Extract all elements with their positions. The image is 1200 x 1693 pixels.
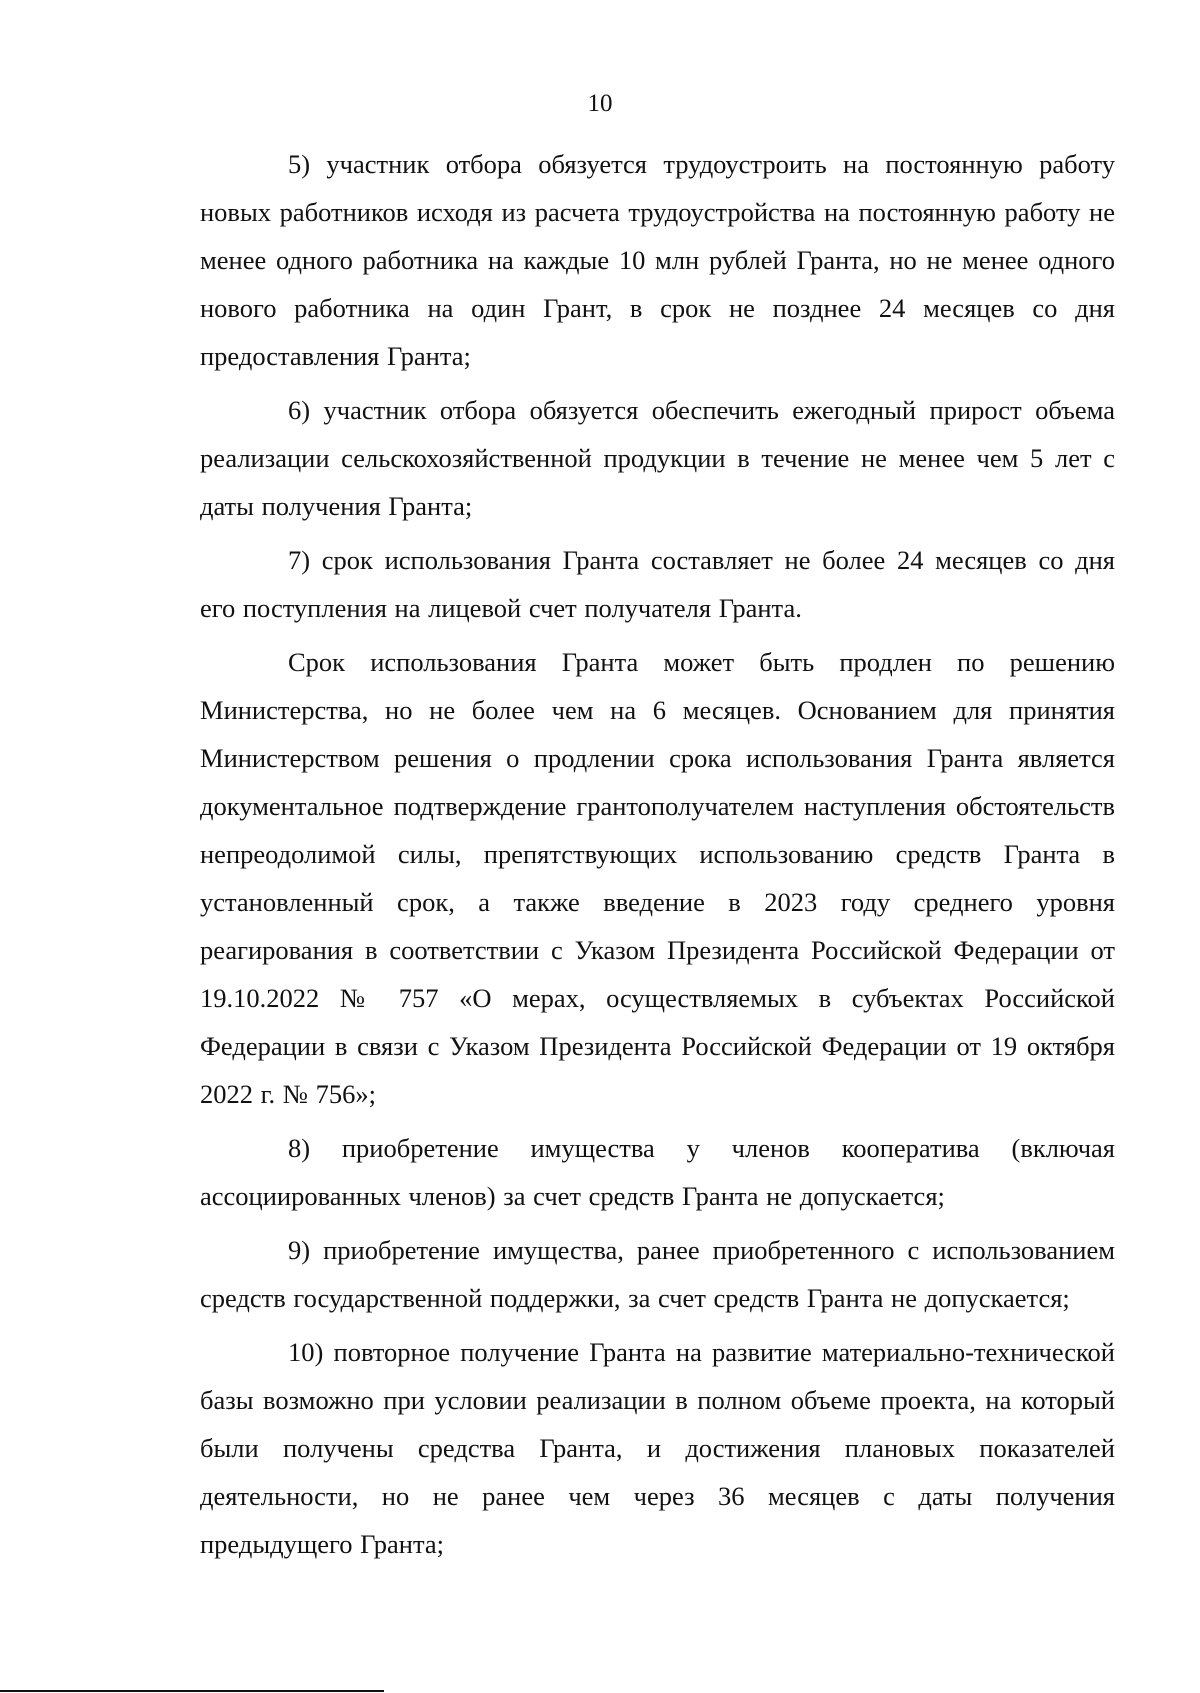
paragraph-grant-extension: Срок использования Гранта может быть продлен по решению Министерства, но не более чем на 6 месяцев. Основанием для принятия Министерством решения о продлении срока использования Гранта является документальное подтверждение грантополучателем наступления обстоятельств непреодолимой силы, препятствующих использованию средств Гранта в установленный срок, а также введение в 2023 году среднего уровня реагирования в соответствии с Указом Президента Российской Федерации от 19.10.2022 № 757 «О мерах, осуществляемых в субъектах Российской Федерации в связи с Указом Президента Российской Федерации от 19 октября 2022 г. № 756»; <box>200 647 1115 1109</box>
paragraph-item-9: 9) приобретение имущества, ранее приобретенного с использованием средств государственной поддержки, за счет средств Гранта не допускается; <box>200 1235 1115 1313</box>
paragraph-item-10: 10) повторное получение Гранта на развитие материально-технической базы возможно при условии реализации в полном объеме проекта, на который были получены средства Гранта, и достижения плановых показателей деятельности, но не ранее чем через 36 месяцев с даты получения предыдущего Гранта; <box>200 1337 1115 1559</box>
page-number: 10 <box>587 90 613 117</box>
paragraph-item-5: 5) участник отбора обязуется трудоустроить на постоянную работу новых работников исходя из расчета трудоустройства на постоянную работу не менее одного работника на каждые 10 млн рублей Гранта, но не менее одного нового работника на один Грант, в срок не позднее 24 месяцев со дня предоставления Гранта; <box>200 149 1115 371</box>
paragraph-item-8: 8) приобретение имущества у членов кооператива (включая ассоциированных членов) за счет средств Гранта не допускается; <box>200 1133 1115 1211</box>
document-body <box>200 140 1115 1568</box>
paragraph-item-6: 6) участник отбора обязуется обеспечить ежегодный прирост объема реализации сельскохозяйственной продукции в течение не менее чем 5 лет с даты получения Гранта; <box>200 395 1115 521</box>
paragraph-item-7: 7) срок использования Гранта составляет не более 24 месяцев со дня его поступления на лицевой счет получателя Гранта. <box>200 545 1115 623</box>
footer-divider <box>0 1690 384 1692</box>
